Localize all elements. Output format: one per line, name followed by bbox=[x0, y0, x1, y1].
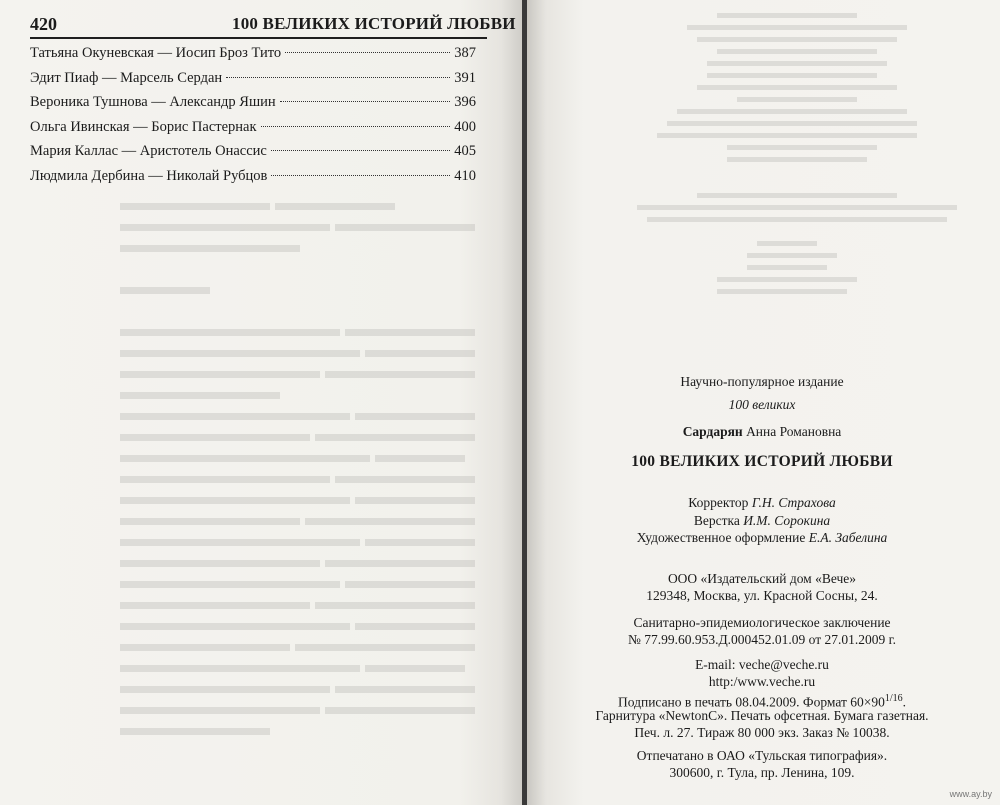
toc-entry-title: Ольга Ивинская — Борис Пастернак bbox=[30, 118, 257, 135]
toc-entry bbox=[30, 70, 476, 95]
running-title: 100 ВЕЛИКИХ ИСТОРИЙ ЛЮБВИ bbox=[232, 14, 516, 33]
publisher-email: E-mail: veche@veche.ru bbox=[695, 657, 829, 672]
credit-role: Верстка bbox=[693, 513, 740, 528]
toc-entry bbox=[30, 94, 476, 119]
credit-name: Е.А. Забелина bbox=[808, 530, 888, 545]
toc-entry-page: 396 bbox=[454, 94, 476, 110]
toc-entry-title: Вероника Тушнова — Александр Яшин bbox=[30, 94, 276, 110]
toc-entry bbox=[30, 168, 476, 193]
header-rule bbox=[30, 37, 487, 39]
author bbox=[537, 423, 987, 441]
credit-line bbox=[537, 529, 987, 547]
toc-entry-title: Эдит Пиаф — Марсель Сердан bbox=[30, 69, 223, 86]
book-title: 100 ВЕЛИКИХ ИСТОРИЙ ЛЮБВИ bbox=[631, 453, 893, 470]
site-watermark: www.ay.by bbox=[949, 789, 992, 799]
bleed-through-text bbox=[607, 10, 987, 298]
toc-entry-page: 400 bbox=[454, 118, 476, 135]
credit-name: И.М. Сорокина bbox=[743, 513, 831, 528]
print-signed-line: Подписано в печать 08.04.2009. Формат $60\times 90^{1/16}$. bbox=[617, 693, 907, 710]
page-number: 420 bbox=[30, 14, 57, 34]
toc-entry-page: 410 bbox=[454, 167, 476, 184]
toc-leader-dots bbox=[226, 77, 450, 78]
toc-leader-dots bbox=[280, 101, 451, 102]
toc-entry-page: 387 bbox=[454, 45, 476, 61]
table-of-contents bbox=[30, 45, 476, 192]
publisher-name: ООО «Издательский дом «Вече» bbox=[667, 571, 857, 586]
toc-entry bbox=[30, 143, 476, 168]
credit-line bbox=[537, 494, 987, 512]
print-format-fraction: 1/16 bbox=[884, 693, 903, 704]
toc-entry-title: Татьяна Окуневская — Иосип Броз Тито bbox=[30, 45, 282, 61]
author-name: Анна Романовна bbox=[746, 424, 842, 439]
credit-role: Художественное оформление bbox=[636, 530, 806, 545]
author-surname: Сардарян bbox=[682, 424, 743, 439]
series-name: 100 великих bbox=[728, 397, 796, 412]
sanitary-title: Санитарно-эпидемиологическое заключение bbox=[633, 615, 891, 630]
edition-type: Научно-популярное издание bbox=[680, 374, 844, 389]
toc-entry-page: 405 bbox=[454, 143, 476, 159]
sanitary-number: № 77.99.60.953.Д.000452.01.09 от 27.01.2009 г. bbox=[627, 632, 897, 647]
printer-address: 300600, г. Тула, пр. Ленина, 109. bbox=[669, 765, 855, 780]
toc-leader-dots bbox=[285, 52, 450, 53]
printer-name: Отпечатано в ОАО «Тульская типография». bbox=[636, 748, 888, 763]
credit-line bbox=[537, 512, 987, 530]
toc-leader-dots bbox=[271, 150, 450, 151]
toc-entry-title: Людмила Дербина — Николай Рубцов bbox=[30, 167, 268, 184]
toc-entry bbox=[30, 119, 476, 144]
print-run-line: Печ. л. 27. Тираж 80 000 экз. Заказ № 10038. bbox=[634, 725, 890, 740]
print-signed-text: Подписано в печать 08.04.2009. Формат 60×90 bbox=[617, 694, 885, 710]
credit-role: Корректор bbox=[688, 495, 749, 510]
toc-entry bbox=[30, 45, 476, 70]
toc-leader-dots bbox=[261, 126, 451, 127]
toc-leader-dots bbox=[271, 175, 450, 176]
publisher-website: http:/www.veche.ru bbox=[708, 674, 816, 689]
toc-entry-page: 391 bbox=[454, 69, 476, 86]
toc-entry-title: Мария Каллас — Аристотель Онассис bbox=[30, 143, 267, 159]
bleed-through-text bbox=[120, 195, 490, 741]
publisher-address: 129348, Москва, ул. Красной Сосны, 24. bbox=[646, 588, 878, 603]
credit-name: Г.Н. Страхова bbox=[751, 495, 836, 510]
print-typeface-line: Гарнитура «NewtonC». Печать офсетная. Бумага газетная. bbox=[595, 708, 929, 723]
